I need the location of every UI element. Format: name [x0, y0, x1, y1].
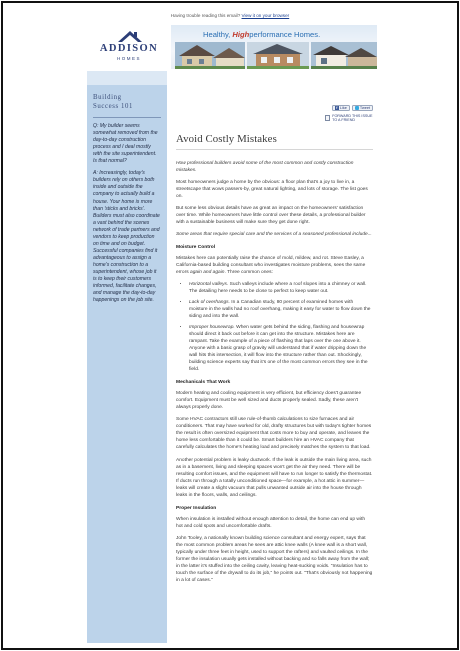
facebook-icon: f [336, 106, 338, 110]
article [176, 133, 373, 589]
article-intro: How professional builders avoid some of the most common and costly construction mistakes. [176, 161, 354, 174]
paragraph: Another potential problem is leaky ductwork. If the leak is outside the main living area, such as in a basement, living and sleeping spaces won't get the air they need. There will be resulting comfort issues, and the equipment will have to run longer to satisfy the thermostat. If ducts run through a totally unconditioned space—for example, a hot attic in summer—leaks will create a slight vacuum that pulls unwanted outside air into the house through leaks in the floors, walls, and ceilings. [176, 457, 373, 498]
paragraph: Mistakes here can potentially raise the chance of mold, mildew, and rot. Steve Easley, a California-based building consultant who investigates moisture problems, sees the same errors again and again. Three common ones: [176, 256, 366, 276]
paragraph: When insulation is installed without enough attention to detail, the home can end up with hot and cold spots and uncomfortable drafts. [176, 516, 366, 529]
sidebar-answer: A: Increasingly, today's builders rely on others both inside and outside the company to actually build a house. Your home is more than 'sticks and bricks'. Builders must also coordinate a vast behind the scenes network of trade partners and vendors to keep production on time and on budget. Successful companies find it advantageous to assign a home's construction to a superintendent, whose job it is to keep their customers informed, facilitate changes, and manage the day-to-day happenings on the job site. [93, 170, 160, 303]
twitter-icon [355, 106, 359, 110]
sidebar-top-band [87, 71, 167, 85]
paragraph: Some HVAC contractors still use rule-of-thumb calculations to size furnaces and air conditioners. That may have worked for old, drafty structures but with today's tighter homes the result is often oversized equipment that costs more to buy and operate, and leaves the home less comfortable than it could be. Smart builders hire an HVAC company that carefully calculates the home's heating load and precisely matches the system to that load. [176, 417, 372, 451]
paragraph: But some less obvious details have as great an impact on the homeowners' satisfaction over time. While homeowners have little control over these details, a professional builder with a sustainable business will make sure they get done right. [176, 206, 366, 226]
forward-to-friend-link[interactable]: FORWARD THIS ISSUE TO A FRIEND [325, 114, 373, 122]
sidebar-question: Q: My builder seems somewhat removed from the day-to-day construction process and I deal mostly with the site superintendent. Is that normal? [93, 123, 158, 165]
section-heading-mechanicals: Mechanicals That Work [176, 380, 231, 386]
email-page [1, 1, 459, 650]
view-in-browser-link[interactable]: View it on your browser [241, 13, 290, 18]
list-item: • Lack of overhangs. In a Canadian study, 80 percent of examined homes with moisture in the walls had no roof overhang, making it easy for water to flow down the siding and into the wall. [189, 299, 373, 320]
header [87, 25, 377, 69]
list-item: • Horizontal valleys. Such valleys include where a roof slopes into a chimney or wall. The detailing here needs to be close to perfect to keep water out. [189, 281, 373, 295]
house-photo-1 [175, 42, 245, 69]
main-column [167, 71, 377, 650]
social-bar [325, 105, 373, 131]
list-item: • Improper housewrap. When water gets behind the siding, flashing and housewrap should direct it back out before it can get into the structure. Mistakes here are rampant. Take the example of a piece of flashing that laps over the one above it. Anyone with a basic grasp of gravity will understand that if water dripping down the wall hits this intersection, it will flow into the structure rather than out. Shockingly, building science experts say that it's one of the most common errors they see in the field. [189, 324, 373, 373]
sidebar-divider [93, 117, 161, 118]
preheader-text: Having trouble reading this email? [170, 13, 242, 18]
logo-name: ADDISON [99, 43, 159, 54]
facebook-like-button[interactable]: f Like [332, 105, 350, 111]
header-banner [171, 25, 377, 69]
house-photo-2 [247, 42, 309, 69]
tweet-button[interactable]: Tweet [352, 105, 373, 111]
logo-sub: HOMES [116, 56, 141, 61]
sidebar [87, 71, 167, 643]
sidebar-title [87, 85, 167, 117]
section-heading-insulation: Proper Insulation [176, 505, 217, 511]
mistakes-list [189, 281, 373, 373]
sidebar-title-line1: Building [93, 94, 122, 101]
paragraph: Most homeowners judge a home by the obvious: a floor plan that's a joy to live in, a streetscape that wows passers-by, great natural lighting, and lots of storage. The list goes on. [176, 180, 368, 200]
envelope-icon [325, 115, 330, 121]
paragraph: Modern heating and cooling equipment is very efficient, but efficiency does't guarantee comfort. Equipment must be well sized and ducts properly sealed. Sadly, these aren't always properly done. [176, 391, 362, 411]
newsletter [87, 25, 377, 650]
paragraph: Some areas that require special care and the services of a seasoned professional include... [176, 232, 372, 238]
sidebar-title-line2: Success 101 [93, 103, 134, 111]
addison-homes-logo[interactable] [89, 27, 169, 69]
preheader [3, 13, 457, 18]
article-title: Avoid Costly Mistakes [176, 133, 373, 150]
house-roof-icon [117, 29, 143, 43]
banner-tagline: Healthy, Highperformance Homes. [203, 30, 321, 39]
section-heading-moisture: Moisture Control [176, 245, 216, 251]
house-photo-3 [311, 42, 377, 69]
paragraph: John Tooley, a nationally known building science consultant and energy expert, says that the most common problem areas he sees are attic knee walls (A knee wall is a short wall, typically under three feet in height, used to support the rafters) and vaulted ceilings. In the former the insulation usually gets installed without backing and so falls away from the wall; in the latter it's stuffed into the ceiling cavity, leaving heat-sucking voids. "Insulation has to touch the surface of the drywall to do its job," he points out. "That's obviously not happening in a lot of cases." [176, 535, 373, 583]
